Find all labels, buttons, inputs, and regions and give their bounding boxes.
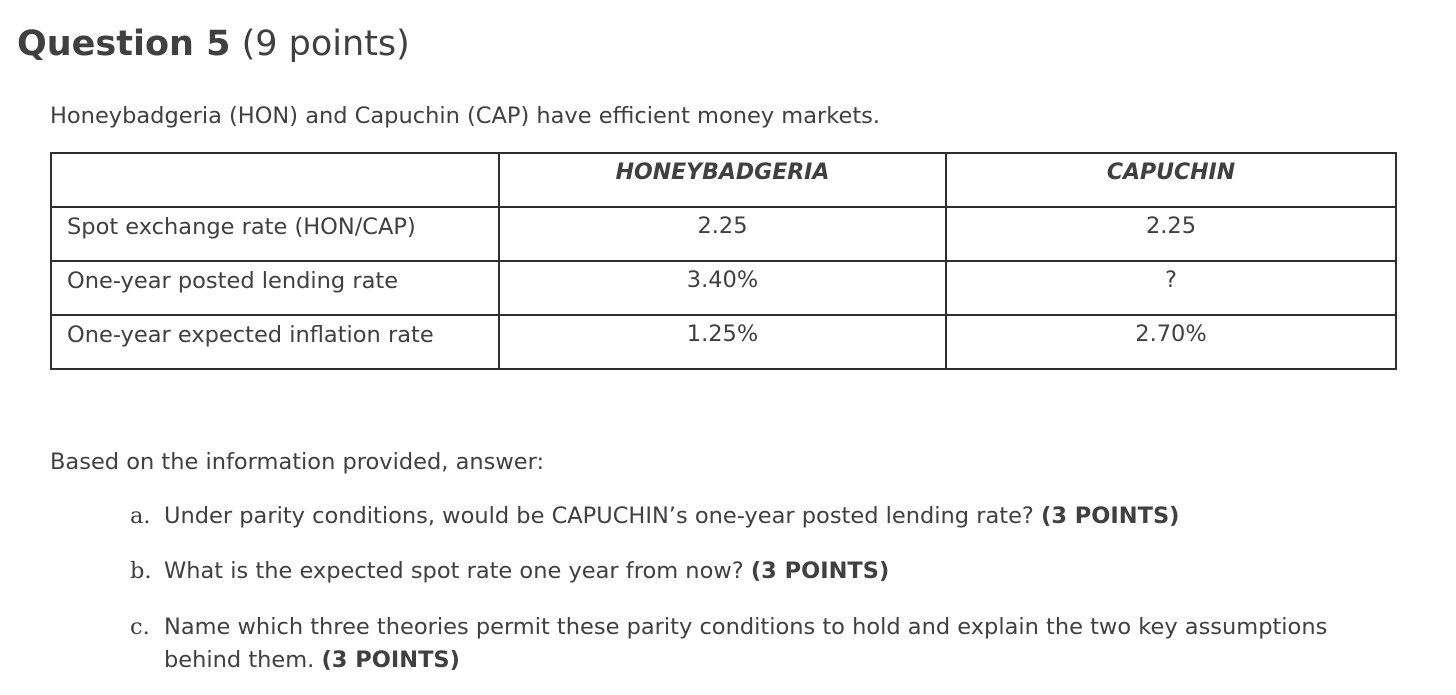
cap-value: 2.25	[946, 207, 1396, 261]
question-item-b	[130, 555, 889, 588]
table-row	[51, 207, 1396, 261]
intro-text: Honeybadgeria (HON) and Capuchin (CAP) have efficient money markets.	[50, 103, 881, 129]
cap-value: ?	[946, 261, 1396, 315]
question-number: Question 5	[17, 24, 231, 64]
hon-value: 2.25	[499, 207, 946, 261]
item-points: (3 POINTS)	[321, 647, 460, 673]
item-marker: a.	[130, 503, 151, 529]
item-points: (3 POINTS)	[1041, 503, 1180, 529]
header-capuchin: CAPUCHIN	[946, 153, 1396, 207]
question-points: (9 points)	[241, 24, 410, 64]
row-label: One-year expected inflation rate	[51, 315, 499, 369]
item-marker: b.	[130, 558, 152, 584]
row-label: Spot exchange rate (HON/CAP)	[51, 207, 499, 261]
answer-prompt: Based on the information provided, answer:	[50, 449, 545, 475]
rates-table	[50, 152, 1397, 370]
hon-value: 1.25%	[499, 315, 946, 369]
item-text: Name which three theories permit these parity conditions to hold and explain the two key assumptions	[164, 614, 1328, 640]
item-text-continued: behind them.	[164, 647, 315, 673]
question-item-c	[130, 611, 1327, 677]
item-marker: c.	[130, 614, 150, 640]
table-row	[51, 261, 1396, 315]
hon-value: 3.40%	[499, 261, 946, 315]
table-header-row	[51, 153, 1396, 207]
item-text: Under parity conditions, would be CAPUCHIN’s one-year posted lending rate?	[164, 503, 1034, 529]
row-label: One-year posted lending rate	[51, 261, 499, 315]
header-honeybadgeria: HONEYBADGERIA	[499, 153, 946, 207]
question-item-a	[130, 500, 1179, 533]
header-empty	[51, 153, 499, 207]
question-title	[17, 20, 410, 68]
cap-value: 2.70%	[946, 315, 1396, 369]
item-text: What is the expected spot rate one year from now?	[164, 558, 744, 584]
table-row	[51, 315, 1396, 369]
item-points: (3 POINTS)	[750, 558, 890, 584]
